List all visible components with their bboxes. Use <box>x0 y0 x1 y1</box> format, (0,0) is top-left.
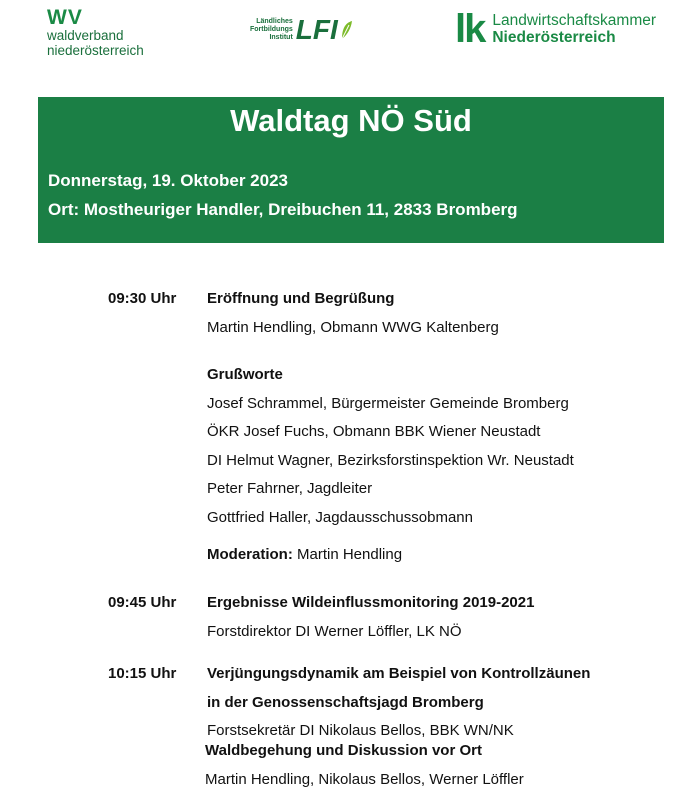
lk-logo <box>455 7 657 51</box>
page-title: Waldtag NÖ Süd <box>230 103 472 138</box>
greeting-2: ÖKR Josef Fuchs, Obmann BBK Wiener Neustadt <box>207 423 541 440</box>
session-4-speakers: Martin Hendling, Nikolaus Bellos, Werner Löffler <box>205 771 524 788</box>
lfi-small-1: Ländliches <box>256 18 293 25</box>
session-2-time: 09:45 Uhr <box>108 594 177 611</box>
session-3-title-line2: in der Genossenschaftsjagd Bromberg <box>207 694 484 711</box>
session-2-speaker: Forstdirektor DI Werner Löffler, LK NÖ <box>207 623 462 640</box>
greetings-title: Grußworte <box>207 366 283 383</box>
lfi-small-2: Fortbildungs <box>250 26 293 33</box>
event-date: Donnerstag, 19. Oktober 2023 <box>48 171 288 190</box>
lfi-small-3: Institut <box>269 34 293 41</box>
moderation-name: Martin Hendling <box>297 546 403 563</box>
lfi-logo <box>250 16 353 44</box>
event-location: Ort: Mostheuriger Handler, Dreibuchen 11, 2833 Bromberg <box>48 200 518 219</box>
lfi-logo-mark: LFI <box>295 14 338 45</box>
session-3-time: 10:15 Uhr <box>108 665 177 682</box>
wv-logo-line2: niederösterreich <box>47 43 144 58</box>
leaf-icon <box>339 19 353 41</box>
wv-logo-line1: waldverband <box>47 28 124 43</box>
session-3-title-line1: Verjüngungsdynamik am Beispiel von Kontrollzäunen <box>207 665 591 682</box>
wv-logo-mark: WV <box>47 6 83 29</box>
waldverband-logo <box>47 8 144 58</box>
greeting-1: Josef Schrammel, Bürgermeister Gemeinde Bromberg <box>207 395 569 412</box>
lk-logo-mark: lk <box>455 7 485 51</box>
lk-logo-line1: Landwirtschaftskammer <box>492 12 657 29</box>
session-2-title: Ergebnisse Wildeinflussmonitoring 2019-2021 <box>207 594 535 611</box>
session-4-title: Waldbegehung und Diskussion vor Ort <box>205 742 482 759</box>
lk-logo-line2: Niederösterreich <box>492 29 616 46</box>
moderation-label: Moderation: <box>207 546 293 563</box>
session-3-speaker: Forstsekretär DI Nikolaus Bellos, BBK WN/NK <box>207 722 514 739</box>
lk-logo-text <box>492 12 656 46</box>
session-1-time: 09:30 Uhr <box>108 290 177 307</box>
header-banner <box>38 97 664 243</box>
session-1-title: Eröffnung und Begrüßung <box>207 290 395 307</box>
greeting-3: DI Helmut Wagner, Bezirksforstinspektion Wr. Neustadt <box>207 452 574 469</box>
session-1-speaker: Martin Hendling, Obmann WWG Kaltenberg <box>207 319 499 336</box>
greeting-5: Gottfried Haller, Jagdausschussobmann <box>207 509 473 526</box>
greeting-4: Peter Fahrner, Jagdleiter <box>207 480 373 497</box>
moderation-line <box>207 546 402 563</box>
lfi-logo-small <box>250 18 293 42</box>
